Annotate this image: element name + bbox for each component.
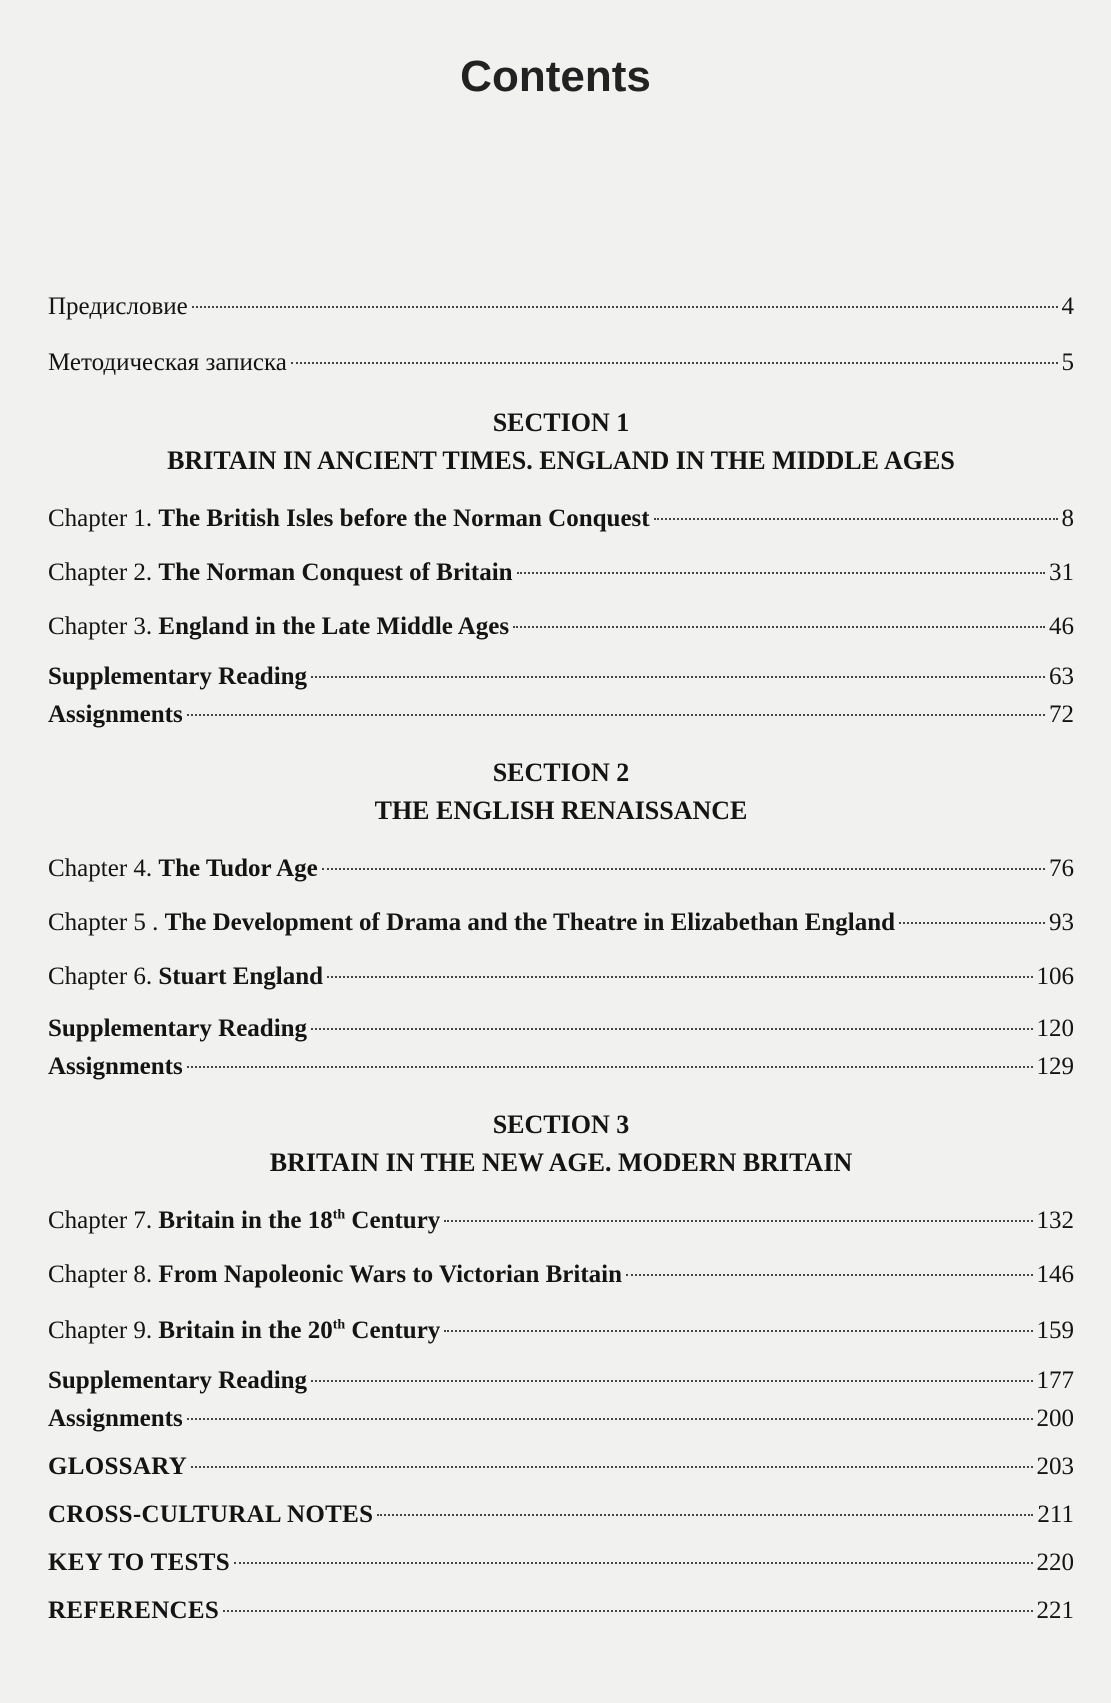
toc-page-number: 177	[1036, 1367, 1074, 1394]
section-1-number: SECTION 1	[492, 408, 630, 437]
toc-entry-label: Предисловие	[48, 293, 188, 320]
toc-entry-label: Assignments	[48, 1053, 183, 1080]
toc-page-number: 72	[1049, 701, 1074, 728]
dot-leader	[187, 1066, 1033, 1068]
dot-leader	[311, 1028, 1032, 1030]
toc-entry-label: Assignments	[48, 701, 183, 728]
dot-leader	[191, 1466, 1032, 1468]
dot-leader	[322, 868, 1045, 870]
toc-page-number: 159	[1036, 1317, 1074, 1344]
dot-leader	[311, 676, 1045, 678]
dot-leader	[513, 626, 1045, 628]
dot-leader	[444, 1330, 1032, 1332]
dot-leader	[187, 714, 1045, 716]
toc-entry-supplementary-2[interactable]	[48, 1014, 1074, 1044]
chapter-title: The Development of Drama and the Theatre in Elizabethan England	[164, 909, 896, 936]
toc-entry-chapter-1[interactable]	[48, 504, 1074, 534]
toc-page-number: 63	[1049, 663, 1074, 690]
toc-entry-assignments-3[interactable]	[48, 1404, 1074, 1434]
toc-page-number: 203	[1036, 1453, 1074, 1480]
toc-entry-chapter-5[interactable]	[48, 908, 1074, 938]
toc-page-number: 46	[1049, 613, 1074, 640]
section-3-number: SECTION 3	[492, 1110, 630, 1139]
toc-entry-label: Supplementary Reading	[48, 1015, 308, 1042]
section-2-number: SECTION 2	[492, 758, 630, 787]
dot-leader	[654, 518, 1058, 520]
toc-entry-preface[interactable]	[48, 292, 1074, 322]
toc-entry-cross-cultural-notes[interactable]	[48, 1500, 1074, 1530]
toc-entry-key-to-tests[interactable]	[48, 1548, 1074, 1578]
toc-page-number: 129	[1036, 1053, 1074, 1080]
toc-entry-methodical-note[interactable]	[48, 348, 1074, 378]
chapter-title: From Napoleonic Wars to Victorian Britain	[158, 1261, 623, 1288]
dot-leader	[291, 362, 1058, 364]
dot-leader	[626, 1274, 1032, 1276]
ordinal-suffix: th	[332, 1317, 346, 1333]
dot-leader	[444, 1220, 1032, 1222]
chapter-prefix: Chapter 3.	[48, 613, 159, 640]
chapter-title: The British Isles before the Norman Conquest	[158, 505, 650, 532]
toc-page-number: 93	[1049, 909, 1074, 936]
toc-entry-label: REFERENCES	[48, 1597, 220, 1624]
chapter-prefix: Chapter 2.	[48, 559, 159, 586]
dot-leader	[234, 1562, 1033, 1564]
chapter-prefix: Chapter 6.	[48, 963, 159, 990]
toc-page-number: 211	[1037, 1501, 1074, 1528]
toc-entry-label: Supplementary Reading	[48, 663, 308, 690]
section-2-name: THE ENGLISH RENAISSANCE	[374, 796, 748, 825]
toc-entry-chapter-3[interactable]	[48, 612, 1074, 642]
toc-page-number: 76	[1049, 855, 1074, 882]
toc-entry-chapter-2[interactable]	[48, 558, 1074, 588]
dot-leader	[327, 976, 1032, 978]
section-3-name: BRITAIN IN THE NEW AGE. MODERN BRITAIN	[269, 1148, 853, 1177]
toc-entry-glossary[interactable]	[48, 1452, 1074, 1482]
page-title: Contents	[460, 52, 651, 101]
toc-entry-chapter-8[interactable]	[48, 1260, 1074, 1290]
toc-entry-assignments-1[interactable]	[48, 700, 1074, 730]
dot-leader	[311, 1380, 1032, 1382]
toc-entry-chapter-6[interactable]	[48, 962, 1074, 992]
dot-leader	[899, 922, 1045, 924]
toc-page-number: 220	[1036, 1549, 1074, 1576]
toc-entry-label: CROSS-CULTURAL NOTES	[48, 1501, 374, 1528]
toc-page-number: 221	[1036, 1597, 1074, 1624]
toc-entry-label: GLOSSARY	[48, 1453, 188, 1480]
toc-page-number: 5	[1061, 349, 1074, 376]
toc-entry-supplementary-3[interactable]	[48, 1366, 1074, 1396]
chapter-prefix: Chapter 1.	[48, 505, 159, 532]
chapter-title: Stuart England	[158, 963, 324, 990]
toc-page-number: 106	[1036, 963, 1074, 990]
toc-page-number: 31	[1049, 559, 1074, 586]
toc-page-number: 132	[1036, 1207, 1074, 1234]
dot-leader	[517, 572, 1045, 574]
toc-entry-supplementary-1[interactable]	[48, 662, 1074, 692]
toc-entry-chapter-4[interactable]	[48, 854, 1074, 884]
toc-entry-label: KEY TO TESTS	[48, 1549, 230, 1576]
toc-page-number: 4	[1061, 293, 1074, 320]
toc-page-number: 200	[1036, 1405, 1074, 1432]
toc-page-number: 120	[1036, 1015, 1074, 1042]
dot-leader	[192, 306, 1058, 308]
chapter-prefix: Chapter 7.	[48, 1207, 159, 1234]
chapter-title: England in the Late Middle Ages	[158, 613, 510, 640]
ordinal-suffix: th	[332, 1207, 346, 1223]
toc-entry-label: Assignments	[48, 1405, 183, 1432]
chapter-title: The Tudor Age	[158, 855, 318, 882]
chapter-prefix: Chapter 8.	[48, 1261, 159, 1288]
toc-entry-chapter-9[interactable]	[48, 1316, 1074, 1346]
chapter-title: The Norman Conquest of Britain	[158, 559, 513, 586]
dot-leader	[187, 1418, 1033, 1420]
dot-leader	[377, 1514, 1033, 1516]
chapter-title: Britain in the 20th Century	[158, 1317, 441, 1344]
chapter-title: Britain in the 18th Century	[158, 1207, 441, 1234]
chapter-prefix: Chapter 5 .	[48, 909, 165, 936]
toc-entry-label: Supplementary Reading	[48, 1367, 308, 1394]
section-1-name: BRITAIN IN ANCIENT TIMES. ENGLAND IN THE MIDDLE AGES	[167, 446, 955, 475]
toc-entry-assignments-2[interactable]	[48, 1052, 1074, 1082]
toc-entry-chapter-7[interactable]	[48, 1206, 1074, 1236]
toc-page-number: 146	[1036, 1261, 1074, 1288]
toc-page-number: 8	[1061, 505, 1074, 532]
chapter-prefix: Chapter 9.	[48, 1317, 159, 1344]
toc-entry-references[interactable]	[48, 1596, 1074, 1626]
toc-entry-label: Методическая записка	[48, 349, 287, 376]
chapter-prefix: Chapter 4.	[48, 855, 159, 882]
dot-leader	[223, 1610, 1032, 1612]
